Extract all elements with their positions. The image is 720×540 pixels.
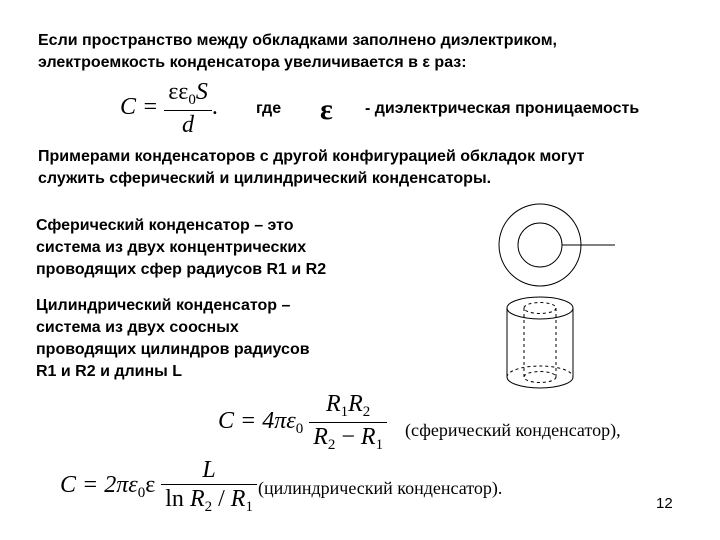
cylindrical-line-2: система из двух соосных: [36, 319, 239, 336]
formula-cylindrical-denominator: $\ln R_2 / R_1$: [165, 486, 253, 515]
examples-line-1: Примерами конденсаторов с другой конфигурацией обкладок могут: [38, 148, 585, 165]
page-number: 12: [656, 495, 673, 512]
formula1-fraction: [164, 80, 212, 137]
inner-cylinder-top: [524, 303, 556, 314]
formula-spherical-label: (сферический конденсатор),: [405, 420, 621, 440]
outer-cylinder-top: [507, 297, 573, 319]
formula-cylindrical: $C = 2\pi\varepsilon_0\varepsilon$ $\frac{L}{\ln R_2 / R_1}$: [60, 458, 257, 515]
formula-spherical-fraction: [309, 392, 387, 453]
intro-line-1: Если пространство между обкладками заполнено диэлектриком,: [38, 32, 557, 49]
spherical-capacitor-figure: [490, 200, 620, 296]
spherical-line-2: система из двух концентрических: [36, 239, 307, 256]
formula1-numerator: $\varepsilon\varepsilon_0S$: [168, 79, 208, 108]
formula1-lhs: C =: [120, 94, 159, 121]
spherical-line-1: Сферический конденсатор – это: [36, 217, 294, 234]
formula-spherical-denominator: $R_2 - R_1$: [313, 424, 384, 453]
cylindrical-line-4: R1 и R2 и длины L: [36, 363, 183, 380]
examples-line-2: служить сферический и цилиндрический конденсаторы.: [38, 170, 492, 187]
formula1-period: .: [211, 94, 218, 121]
epsilon-description: - диэлектрическая проницаемость: [365, 100, 640, 117]
outer-cylinder-bottom: [507, 377, 573, 388]
where-label: где: [256, 100, 282, 117]
formula-spherical-numerator: $R_1R_2$: [325, 391, 371, 420]
formula-capacitance-dielectric: [120, 80, 218, 137]
inner-cylinder-bottom: [524, 372, 556, 383]
inner-sphere: [518, 223, 562, 267]
cylindrical-line-1: Цилиндрический конденсатор –: [36, 297, 291, 314]
formula-cylindrical-label: (цилиндрический конденсатор).: [258, 478, 503, 498]
cylindrical-capacitor-figure: [495, 293, 585, 393]
epsilon-symbol: ε: [320, 93, 333, 126]
formula1-denominator: d: [182, 112, 195, 138]
cylindrical-line-3: проводящих цилиндров радиусов: [36, 341, 310, 358]
spherical-line-3: проводящих сфер радиусов R1 и R2: [36, 261, 327, 278]
intro-line-2: электроемкость конденсатора увеличивается в ε раз:: [38, 54, 467, 71]
formula-spherical: $C = 4\pi\varepsilon_0$ $\frac{R_1R_2}{R_2 - R_1}$: [218, 392, 387, 453]
formula-cylindrical-numerator: L: [202, 457, 216, 483]
formula-cylindrical-fraction: [161, 458, 257, 515]
